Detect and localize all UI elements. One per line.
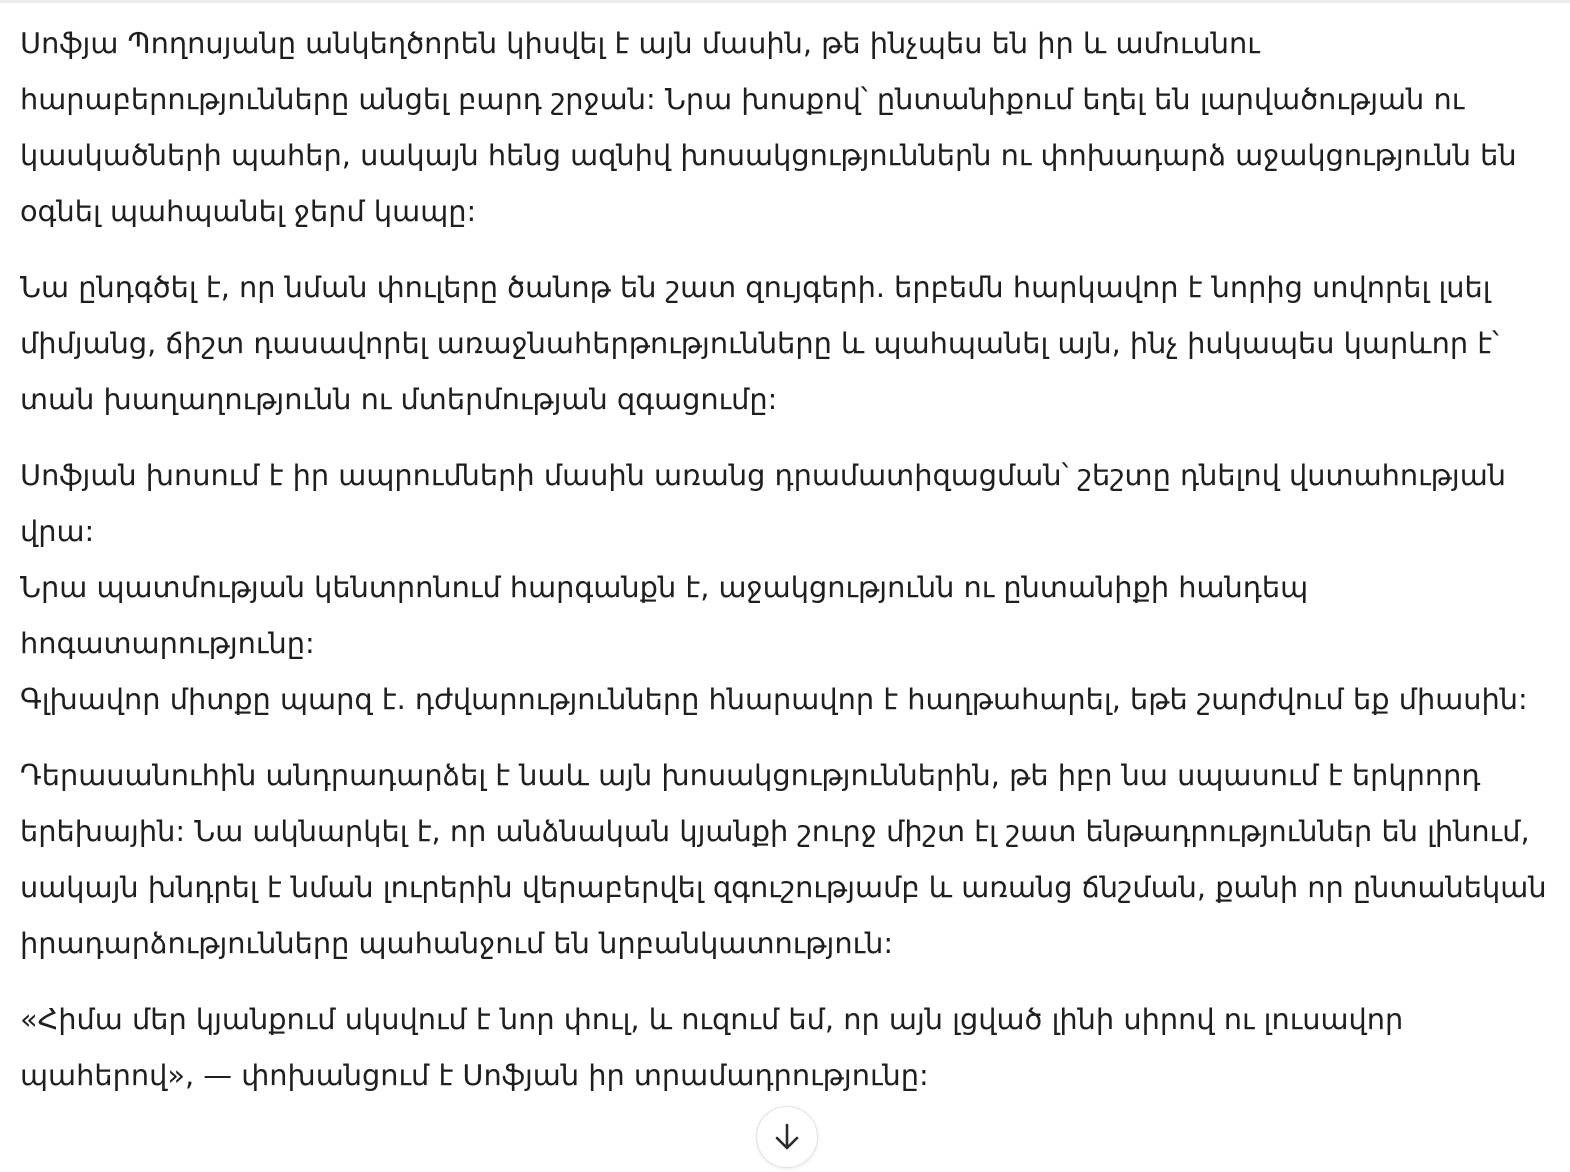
paragraph-3 [20,447,1555,727]
paragraph-2 [20,259,1555,427]
text-line: տան խաղաղությունն ու մտերմության զգացումը: [20,382,778,416]
text-line: միմյանց, ճիշտ դասավորել առաջնահերթությունները և պահպանել այն, ինչ իսկապես կարևոր է՝ [20,326,1499,360]
text-line: Սոֆյա Պողոսյանը անկեղծորեն կիսվել է այն մասին, թե ինչպես են իր և ամուսնու [20,26,1260,60]
text-line: Սոֆյան խոսում է իր ապրումների մասին առանց դրամատիզացման՝ շեշտը դնելով վստահության [20,458,1507,492]
text-line: հոգատարությունը: [20,626,315,660]
top-divider [0,0,1570,3]
paragraph-1 [20,15,1555,239]
paragraph-4 [20,747,1555,971]
scroll-down-button[interactable] [756,1106,818,1168]
paragraph-5 [20,991,1555,1103]
text-line: «Հիմա մեր կյանքում սկսվում է նոր փուլ, և ուզում եմ, որ այն լցված լինի սիրով ու լուսավոր [20,1002,1404,1036]
text-line: Նա ընդգծել է, որ նման փուլերը ծանոթ են շատ զույգերի. երբեմն հարկավոր է նորից սովորել լսել [20,270,1491,304]
text-line: իրադարձությունները պահանջում են նրբանկատություն: [20,926,894,960]
arrow-down-icon [773,1122,801,1152]
text-line: Նրա պատմության կենտրոնում հարգանքն է, աջակցությունն ու ընտանիքի հանդեպ [20,570,1309,604]
text-line: պահերով», — փոխանցում է Սոֆյան իր տրամադրությունը: [20,1058,929,1092]
text-line: երեխային: Նա ակնարկել է, որ անձնական կյանքի շուրջ միշտ էլ շատ ենթադրություններ են լինում, [20,814,1530,848]
text-line: հարաբերությունները անցել բարդ շրջան: Նրա խոսքով՝ ընտանիքում եղել են լարվածության ու [20,82,1465,116]
text-line: վրա: [20,514,95,548]
text-line: օգնել պահպանել ջերմ կապը: [20,194,477,228]
text-line: Դերասանուհին անդրադարձել է նաև այն խոսակցություններին, թե իբր նա սպասում է երկրորդ [20,758,1481,792]
article-body [20,15,1555,1123]
text-line: սակայն խնդրել է նման լուրերին վերաբերվել զգուշությամբ և առանց ճնշման, քանի որ ընտանեկան [20,870,1547,904]
text-line: կասկածների պահեր, սակայն հենց ազնիվ խոսակցություններն ու փոխադարձ աջակցությունն են [20,138,1517,172]
text-line: Գլխավոր միտքը պարզ է. դժվարությունները հնարավոր է հաղթահարել, եթե շարժվում եք միասին: [20,682,1528,716]
